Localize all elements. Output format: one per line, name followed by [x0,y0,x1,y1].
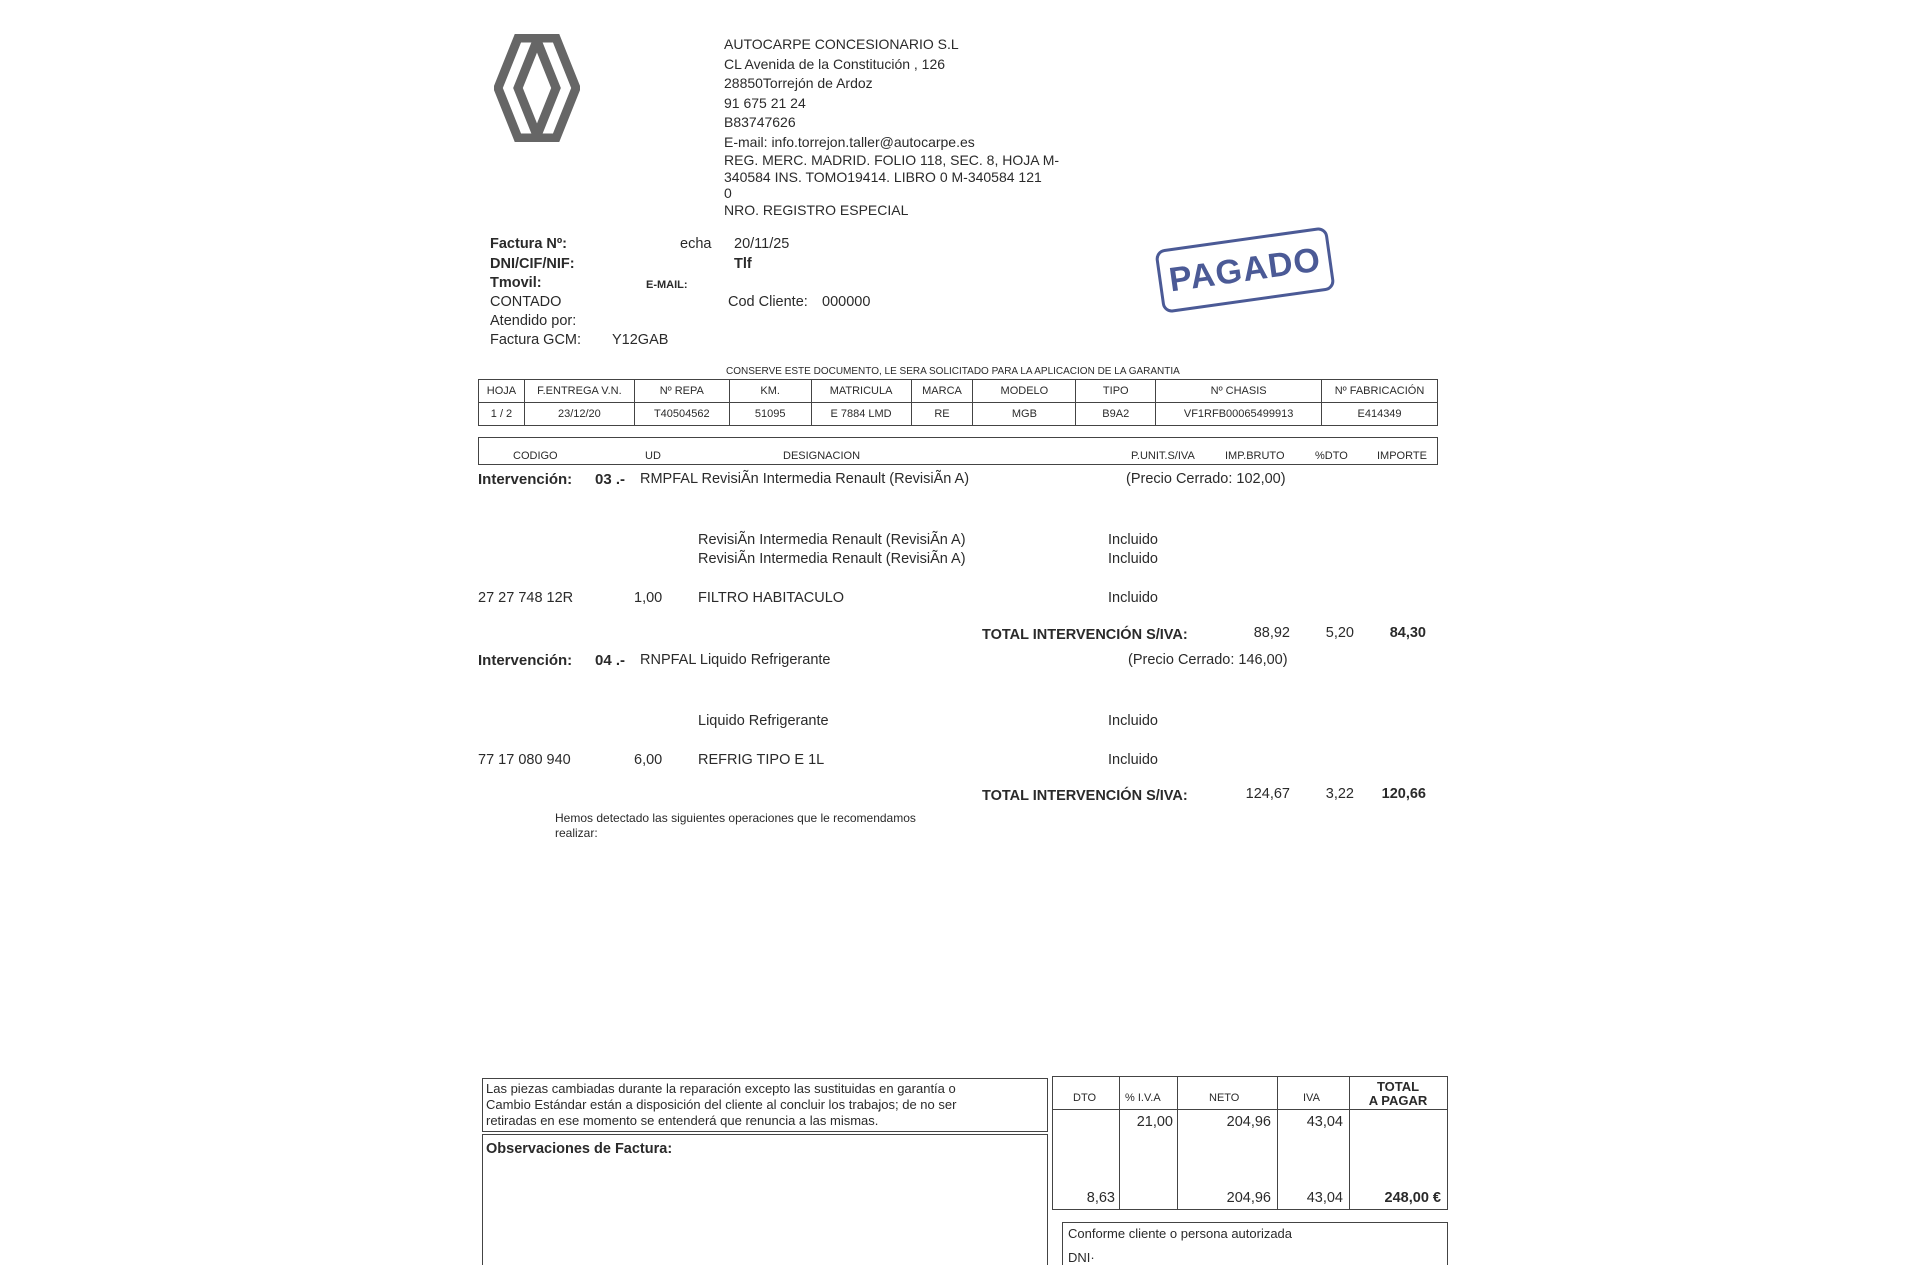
intervention-number: 03 .- [595,471,626,488]
company-reg-1: REG. MERC. MADRID. FOLIO 118, SEC. 8, HOJA M- [724,152,1060,168]
dni-label: DNI/CIF/NIF: [490,256,575,272]
col-codigo: CODIGO [513,450,558,462]
vehicle-header-row [479,380,1438,403]
vehicle-header-cell: MARCA [911,380,973,403]
line-code: 27 27 748 12R [478,590,574,606]
company-phone: 91 675 21 24 [724,95,806,111]
payment-method: CONTADO [490,294,562,310]
signature-box [1062,1222,1448,1265]
line-status: Incluido [1108,752,1158,768]
totals-header-neto: NETO [1209,1092,1240,1104]
vehicle-table [478,379,1438,426]
vehicle-header-cell: Nº REPA [634,380,729,403]
line-designation: RevisiÃn Intermedia Renault (RevisiÃn A) [698,551,966,567]
vehicle-value-cell: E 7884 LMD [811,403,911,426]
vehicle-header-cell: Nº FABRICACIÓN [1322,380,1438,403]
line-items-header [478,437,1438,465]
line-designation: REFRIG TIPO E 1L [698,752,825,768]
fecha-label: echa [680,236,712,252]
vehicle-value-cell: RE [911,403,973,426]
intervention-total-bruto: 124,67 [1245,786,1290,802]
vehicle-header-cell: F.ENTREGA V.N. [524,380,634,403]
col-impbruto: IMP.BRUTO [1225,450,1285,462]
line-designation: RevisiÃn Intermedia Renault (RevisiÃn A) [698,532,966,548]
totals-header-iva-pct: % I.V.A [1125,1092,1161,1104]
totals-header-total-1: TOTAL [1376,1079,1420,1094]
company-name: AUTOCARPE CONCESIONARIO S.L [724,36,959,52]
cod-cliente-value: 000000 [822,294,871,310]
vehicle-header-cell: MATRICULA [811,380,911,403]
vehicle-value-cell: MGB [973,403,1076,426]
cod-cliente-label: Cod Cliente: [728,294,808,310]
totals-neto: 204,96 [1226,1114,1271,1130]
intervention-label: Intervención: [478,652,573,669]
intervention-total-label: TOTAL INTERVENCIÓN S/IVA: [982,788,1188,804]
vehicle-value-cell: E414349 [1322,403,1438,426]
factura-label: Factura Nº: [490,236,568,252]
renault-diamond-logo-icon [494,34,580,142]
intervention-number: 04 .- [595,652,626,669]
totals-iva-pct: 21,00 [1136,1114,1173,1130]
totals-box [1052,1076,1448,1210]
warranty-notice: CONSERVE ESTE DOCUMENTO, LE SERA SOLICITADO PARA LA APLICACION DE LA GARANTIA [726,366,1180,377]
vehicle-value-cell: T40504562 [634,403,729,426]
vehicle-value-row [479,403,1438,426]
observations-label: Observaciones de Factura: [486,1141,673,1157]
company-email: E-mail: info.torrejon.taller@autocarpe.es [724,134,975,150]
col-importe: IMPORTE [1377,450,1427,462]
company-reg-3: 0 [724,185,732,201]
intervention-total-importe: 120,66 [1381,786,1426,802]
line-status: Incluido [1108,590,1158,606]
vehicle-header-cell: MODELO [973,380,1076,403]
intervention-total-bruto: 88,92 [1253,625,1290,641]
vehicle-value-cell: VF1RFB00065499913 [1156,403,1322,426]
col-punit: P.UNIT.S/IVA [1131,450,1195,462]
vehicle-value-cell: B9A2 [1076,403,1156,426]
company-reg-4: NRO. REGISTRO ESPECIAL [724,202,909,218]
line-status: Incluido [1108,532,1158,548]
company-city: 28850Torrejón de Ardoz [724,75,873,91]
atendido-label: Atendido por: [490,313,577,329]
observations-box [482,1134,1048,1265]
fecha-value: 20/11/25 [734,236,790,252]
totals-neto-sum: 204,96 [1226,1190,1271,1206]
vehicle-value-cell: 1 / 2 [479,403,525,426]
tlf-label: Tlf [734,256,752,272]
email-label: E-MAIL: [646,279,688,291]
line-code: 77 17 080 940 [478,752,571,768]
totals-header-total-2: A PAGAR [1368,1093,1428,1108]
line-designation: FILTRO HABITACULO [698,590,845,606]
total-to-pay: 248,00 € [1384,1190,1441,1206]
intervention-total-dto: 3,22 [1325,786,1354,802]
totals-iva: 43,04 [1306,1114,1343,1130]
company-address: CL Avenida de la Constitución , 126 [724,56,946,72]
totals-dto-value: 8,63 [1086,1190,1115,1206]
tmovil-label: Tmovil: [490,275,542,291]
company-reg-2: 340584 INS. TOMO19414. LIBRO 0 M-340584 121 [724,169,1042,185]
col-designacion: DESIGNACION [783,450,861,462]
line-quantity: 1,00 [634,590,663,606]
legal-line-1: Las piezas cambiadas durante la reparación excepto las sustituidas en garantía o [486,1081,956,1096]
company-cif: B83747626 [724,114,796,130]
vehicle-value-cell: 51095 [729,403,811,426]
intervention-fixed-price: (Precio Cerrado: 146,00) [1128,652,1288,668]
legal-notice-box [482,1078,1048,1132]
vehicle-header-cell: Nº CHASIS [1156,380,1322,403]
intervention-label: Intervención: [478,471,573,488]
intervention-total-label: TOTAL INTERVENCIÓN S/IVA: [982,627,1188,643]
line-quantity: 6,00 [634,752,663,768]
gcm-label: Factura GCM: [490,332,582,348]
vehicle-header-cell: TIPO [1076,380,1156,403]
intervention-total-importe: 84,30 [1389,625,1426,641]
intervention-description: RMPFAL RevisiÃn Intermedia Renault (RevisiÃn A) [640,471,970,487]
totals-header-iva: IVA [1303,1092,1320,1104]
vehicle-header-cell: HOJA [479,380,525,403]
line-status: Incluido [1108,713,1158,729]
totals-iva-sum: 43,04 [1306,1190,1343,1206]
recommendations-line-2: realizar: [555,826,598,840]
intervention-total-dto: 5,20 [1325,625,1354,641]
paid-stamp: PAGADO [1154,226,1335,314]
intervention-description: RNPFAL Liquido Refrigerante [640,652,831,668]
intervention-fixed-price: (Precio Cerrado: 102,00) [1126,471,1286,487]
legal-line-2: Cambio Estándar están a disposición del cliente al concluir los trabajos; de no ser [486,1097,957,1112]
line-designation: Liquido Refrigerante [698,713,829,729]
gcm-value: Y12GAB [612,332,669,348]
recommendations-line-1: Hemos detectado las siguientes operaciones que le recomendamos [555,811,916,825]
col-dto: %DTO [1315,450,1348,462]
col-ud: UD [645,450,661,462]
vehicle-value-cell: 23/12/20 [524,403,634,426]
dni-signature-label: DNI· [1068,1250,1095,1265]
conforme-label: Conforme cliente o persona autorizada [1068,1226,1293,1241]
line-status: Incluido [1108,551,1158,567]
vehicle-header-cell: KM. [729,380,811,403]
totals-header-dto: DTO [1073,1092,1097,1104]
legal-line-3: retiradas en ese momento se entenderá que renuncia a las mismas. [486,1113,879,1128]
